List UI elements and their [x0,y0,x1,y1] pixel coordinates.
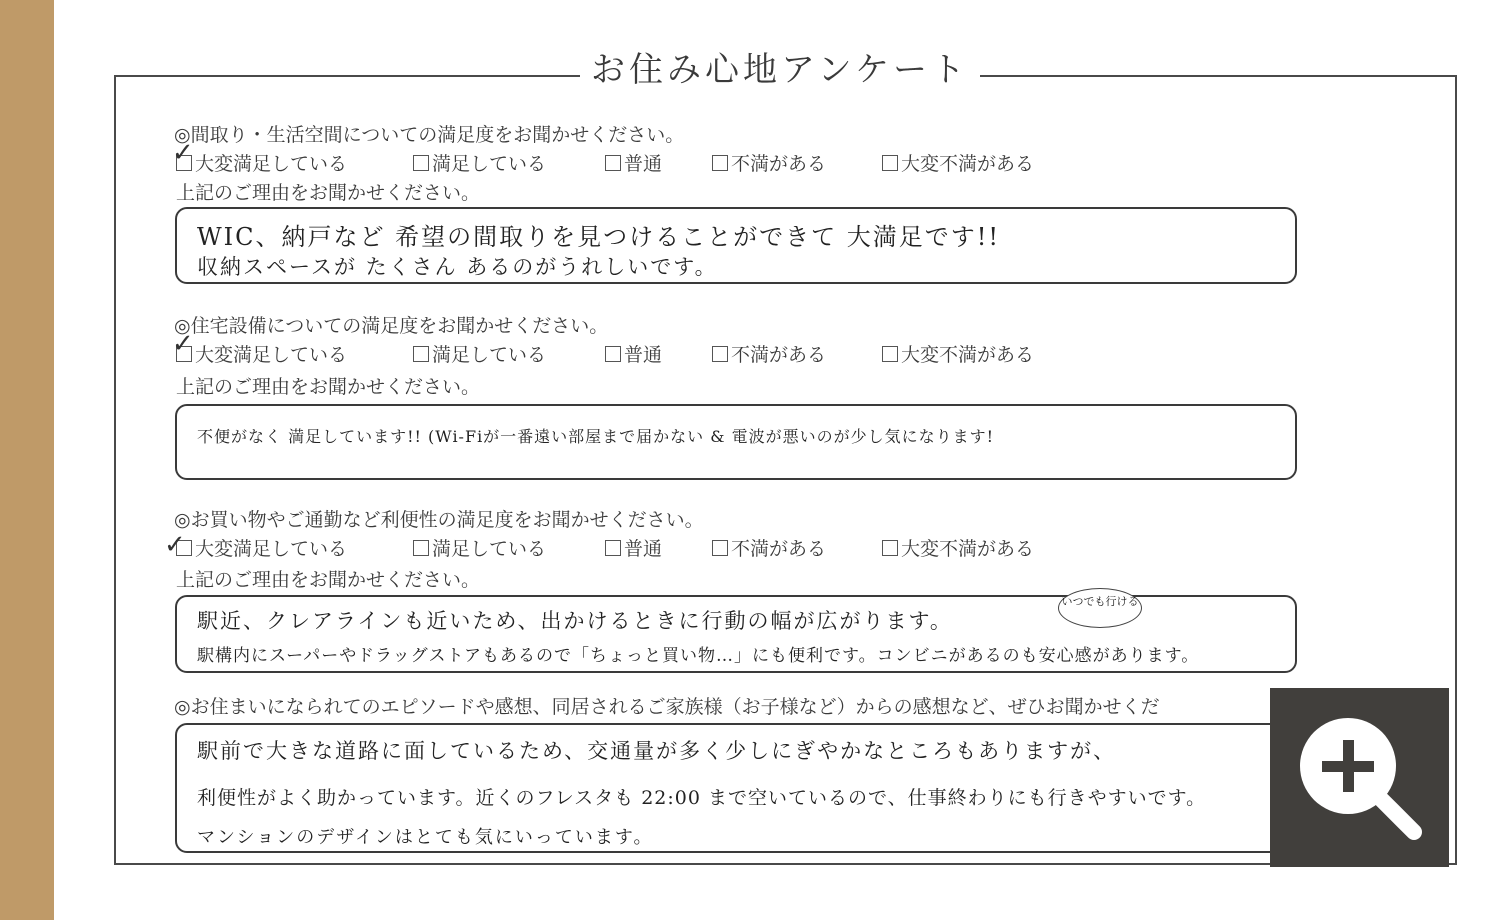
question-convenience: ◎お買い物やご通勤など利便性の満足度をお聞かせください。 [174,509,704,531]
reason-prompt: 上記のご理由をお聞かせください。 [176,182,481,204]
zoom-in-icon [1270,688,1449,867]
handwritten-line: 利便性がよく助かっています。近くのフレスタも 22:00 まで空いているので、仕事終わりにも行きやすいです。 [197,787,1207,809]
answer-box-episodes [175,723,1297,853]
answer-box-equipment [175,404,1297,480]
option-very-satisfied: 大変満足している [176,149,347,176]
handwritten-line: マンションのデザインはとても気にいっています。 [197,827,654,848]
reason-prompt: 上記のご理由をお聞かせください。 [176,376,481,398]
zoom-button[interactable] [1270,688,1449,867]
option-neutral: 普通 [605,149,662,176]
handwritten-margin-note: いつでも行ける [1058,588,1142,628]
question-episodes: ◎お住まいになられてのエピソードや感想、同居されるご家族様（お子様など）からの感想など、ぜひお聞かせくだ [174,696,1160,718]
checkmark-icon: ✓ [172,329,194,359]
option-dissatisfied: 不満がある [712,340,826,367]
option-very-satisfied: 大変満足している [176,340,347,367]
handwritten-line: 駅前で大きな道路に面しているため、交通量が多く少しにぎやかなところもありますが、 [197,739,1117,763]
option-very-dissatisfied: 大変不満がある [882,340,1034,367]
option-very-satisfied: 大変満足している [176,534,347,561]
option-satisfied: 満足している [413,534,546,561]
option-very-dissatisfied: 大変不満がある [882,534,1034,561]
survey-title: お住み心地アンケート [580,48,980,92]
handwritten-line: WIC、納戸など 希望の間取りを見つけることができて 大満足です!! [197,223,1001,251]
reason-prompt: 上記のご理由をお聞かせください。 [176,569,481,591]
question-equipment: ◎住宅設備についての満足度をお聞かせください。 [174,315,609,337]
option-satisfied: 満足している [413,149,546,176]
question-layout: ◎間取り・生活空間についての満足度をお聞かせください。 [174,124,685,146]
handwritten-line: 収納スペースが たくさん あるのがうれしいです。 [197,255,718,279]
answer-box-layout [175,207,1297,284]
option-dissatisfied: 不満がある [712,149,826,176]
checkmark-icon: ✓ [172,138,194,168]
option-neutral: 普通 [605,340,662,367]
handwritten-line: 不便がなく 満足しています!! (Wi-Fiが一番遠い部屋まで届かない & 電波が悪いのが少し気になります! [197,427,995,446]
option-neutral: 普通 [605,534,662,561]
option-very-dissatisfied: 大変不満がある [882,149,1034,176]
handwritten-line: 駅近、クレアラインも近いため、出かけるときに行動の幅が広がります。 [197,609,953,633]
option-dissatisfied: 不満がある [712,534,826,561]
checkmark-icon: ✓ [164,530,186,560]
handwritten-line: 駅構内にスーパーやドラッグストアもあるので「ちょっと買い物…」にも便利です。コンビニがあるのも安心感があります。 [197,646,1200,666]
left-accent-bar [0,0,54,920]
option-satisfied: 満足している [413,340,546,367]
